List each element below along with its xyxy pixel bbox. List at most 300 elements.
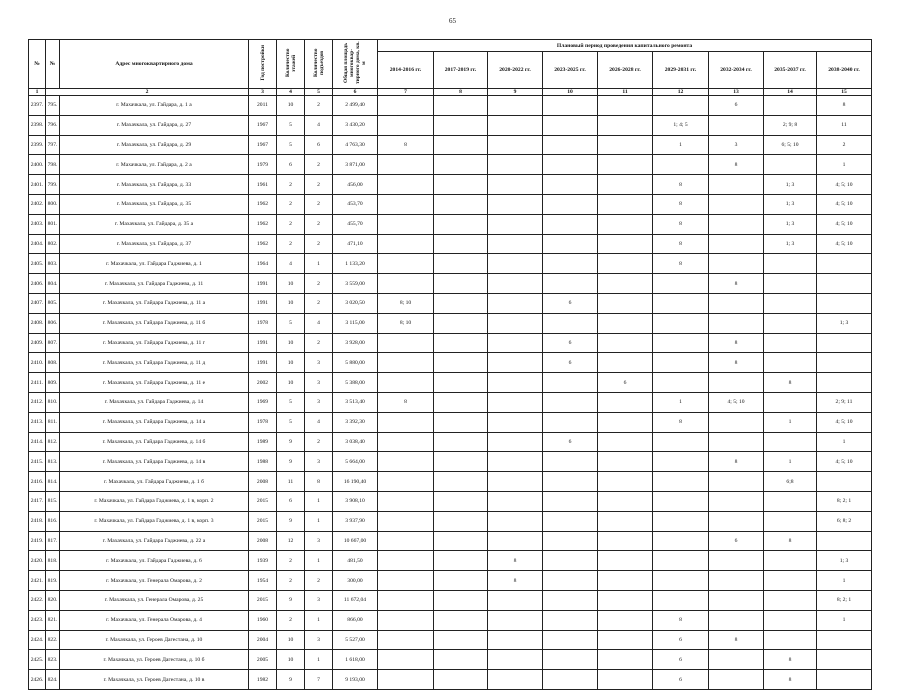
row-period-cell bbox=[543, 590, 598, 610]
row-period-cell bbox=[434, 511, 488, 531]
row-floors: 9 bbox=[277, 432, 305, 452]
row-period-cell bbox=[488, 432, 543, 452]
row-period-cell bbox=[653, 432, 709, 452]
row-period-cell: 8 bbox=[709, 630, 764, 650]
row-floors: 2 bbox=[277, 234, 305, 254]
row-year: 1954 bbox=[249, 571, 277, 591]
row-area: 9 193,00 bbox=[333, 670, 378, 690]
row-number: 2402. bbox=[29, 194, 46, 214]
row-period-cell bbox=[543, 412, 598, 432]
row-period-cell bbox=[598, 135, 653, 155]
header-period-7: 2032-2034 гг. bbox=[709, 52, 764, 89]
row-period-cell: 4; 5; 10 bbox=[817, 234, 872, 254]
row-period-cell: 1; 3 bbox=[764, 194, 817, 214]
row-area: 1 133,20 bbox=[333, 254, 378, 274]
row-period-cell: 4; 5; 10 bbox=[817, 194, 872, 214]
row-period-cell bbox=[378, 155, 434, 175]
row-area: 5 527,00 bbox=[333, 630, 378, 650]
row-period-cell bbox=[598, 432, 653, 452]
row-area: 3 020,50 bbox=[333, 293, 378, 313]
row-period-cell bbox=[434, 472, 488, 492]
row-period-cell bbox=[598, 610, 653, 630]
row-number: 2399. bbox=[29, 135, 46, 155]
row-period-cell bbox=[543, 452, 598, 472]
table-row bbox=[29, 333, 872, 353]
column-number: 10 bbox=[543, 89, 598, 96]
row-sub-number: 810. bbox=[46, 392, 60, 412]
row-period-cell: 1; 3 bbox=[764, 175, 817, 195]
row-sub-number: 803. bbox=[46, 254, 60, 274]
row-period-cell bbox=[817, 274, 872, 294]
table-row bbox=[29, 313, 872, 333]
row-period-cell bbox=[488, 392, 543, 412]
row-period-cell bbox=[378, 571, 434, 591]
row-number: 2404. bbox=[29, 234, 46, 254]
row-period-cell: 6 bbox=[543, 293, 598, 313]
row-period-cell: 8 bbox=[653, 175, 709, 195]
header-period-title: Плановый период проведения капитального ремонта bbox=[378, 40, 872, 52]
row-entrances: 2 bbox=[305, 175, 333, 195]
row-sub-number: 812. bbox=[46, 432, 60, 452]
row-number: 2415. bbox=[29, 452, 46, 472]
row-address: г. Махачкала, ул. Гайдара Гаджиева, д. 1 bbox=[60, 254, 249, 274]
row-period-cell bbox=[543, 670, 598, 690]
row-number: 2408. bbox=[29, 313, 46, 333]
row-floors: 2 bbox=[277, 610, 305, 630]
row-sub-number: 798. bbox=[46, 155, 60, 175]
row-period-cell bbox=[488, 452, 543, 472]
row-period-cell bbox=[709, 293, 764, 313]
row-entrances: 4 bbox=[305, 412, 333, 432]
row-period-cell bbox=[378, 531, 434, 551]
row-year: 2008 bbox=[249, 472, 277, 492]
row-floors: 4 bbox=[277, 254, 305, 274]
row-sub-number: 802. bbox=[46, 234, 60, 254]
row-period-cell bbox=[709, 432, 764, 452]
row-area: 3 928,00 bbox=[333, 333, 378, 353]
row-period-cell bbox=[543, 274, 598, 294]
row-area: 3 937,90 bbox=[333, 511, 378, 531]
row-period-cell bbox=[598, 590, 653, 610]
row-period-cell bbox=[434, 531, 488, 551]
row-period-cell: 4; 5; 10 bbox=[817, 452, 872, 472]
row-period-cell bbox=[598, 392, 653, 412]
row-period-cell: 3 bbox=[709, 135, 764, 155]
row-area: 3 559,00 bbox=[333, 274, 378, 294]
table-row bbox=[29, 511, 872, 531]
row-year: 1960 bbox=[249, 610, 277, 630]
row-sub-number: 797. bbox=[46, 135, 60, 155]
row-period-cell: 2; 9; 8 bbox=[764, 115, 817, 135]
row-period-cell: 6 bbox=[709, 96, 764, 116]
row-period-cell bbox=[764, 293, 817, 313]
row-period-cell bbox=[378, 472, 434, 492]
row-period-cell bbox=[543, 175, 598, 195]
row-period-cell: 6; 5; 10 bbox=[764, 135, 817, 155]
row-number: 2426. bbox=[29, 670, 46, 690]
row-address: г. Махачкала, ул. Генерала Омарова, д. 2 bbox=[60, 571, 249, 591]
row-period-cell: 1; 4; 5 bbox=[653, 115, 709, 135]
row-sub-number: 799. bbox=[46, 175, 60, 195]
row-sub-number: 807. bbox=[46, 333, 60, 353]
row-period-cell bbox=[543, 115, 598, 135]
row-year: 1991 bbox=[249, 274, 277, 294]
row-period-cell bbox=[598, 531, 653, 551]
row-entrances: 2 bbox=[305, 194, 333, 214]
row-period-cell bbox=[709, 472, 764, 492]
row-floors: 10 bbox=[277, 274, 305, 294]
row-address: г. Махачкала, ул. Гайдара Гаджиева, д. 11 bbox=[60, 274, 249, 294]
row-period-cell bbox=[378, 254, 434, 274]
table-row bbox=[29, 175, 872, 195]
header-period-5: 2026-2028 гг. bbox=[598, 52, 653, 89]
row-area: 4 763,30 bbox=[333, 135, 378, 155]
row-year: 1962 bbox=[249, 194, 277, 214]
row-number: 2410. bbox=[29, 353, 46, 373]
row-period-cell bbox=[653, 274, 709, 294]
table-row bbox=[29, 412, 872, 432]
row-period-cell bbox=[709, 254, 764, 274]
row-period-cell bbox=[653, 531, 709, 551]
row-period-cell bbox=[434, 571, 488, 591]
row-sub-number: 818. bbox=[46, 551, 60, 571]
row-floors: 5 bbox=[277, 115, 305, 135]
row-period-cell bbox=[598, 511, 653, 531]
row-period-cell bbox=[434, 333, 488, 353]
row-period-cell bbox=[488, 274, 543, 294]
row-period-cell bbox=[764, 96, 817, 116]
row-period-cell bbox=[434, 590, 488, 610]
table-row bbox=[29, 531, 872, 551]
row-year: 2004 bbox=[249, 630, 277, 650]
row-period-cell bbox=[764, 610, 817, 630]
row-area: 11 672,04 bbox=[333, 590, 378, 610]
row-floors: 2 bbox=[277, 571, 305, 591]
row-period-cell: 8 bbox=[709, 333, 764, 353]
row-period-cell: 1 bbox=[653, 392, 709, 412]
row-sub-number: 800. bbox=[46, 194, 60, 214]
row-period-cell bbox=[598, 452, 653, 472]
row-address: г. Махачкала, ул. Героев Дагестана, д. 10 в bbox=[60, 670, 249, 690]
row-period-cell bbox=[764, 571, 817, 591]
row-period-cell bbox=[598, 194, 653, 214]
row-address: г. Махачкала, ул. Гайдара, д. 35 а bbox=[60, 214, 249, 234]
row-period-cell bbox=[598, 115, 653, 135]
row-period-cell bbox=[598, 293, 653, 313]
row-address: г. Махачкала, ул. Гайдара, д. 27 bbox=[60, 115, 249, 135]
row-number: 2409. bbox=[29, 333, 46, 353]
row-number: 2421. bbox=[29, 571, 46, 591]
row-period-cell bbox=[709, 491, 764, 511]
column-number: 9 bbox=[488, 89, 543, 96]
row-period-cell: 1; 3 bbox=[817, 313, 872, 333]
row-period-cell bbox=[378, 373, 434, 393]
row-year: 1979 bbox=[249, 155, 277, 175]
row-period-cell bbox=[488, 531, 543, 551]
row-period-cell: 1; 3 bbox=[817, 551, 872, 571]
row-period-cell bbox=[488, 650, 543, 670]
row-period-cell: 8 bbox=[817, 96, 872, 116]
row-period-cell bbox=[488, 491, 543, 511]
row-period-cell bbox=[709, 610, 764, 630]
row-number: 2420. bbox=[29, 551, 46, 571]
row-period-cell bbox=[434, 214, 488, 234]
row-floors: 2 bbox=[277, 175, 305, 195]
row-year: 1991 bbox=[249, 333, 277, 353]
row-entrances: 2 bbox=[305, 333, 333, 353]
row-number: 2403. bbox=[29, 214, 46, 234]
row-period-cell bbox=[543, 214, 598, 234]
row-period-cell bbox=[817, 293, 872, 313]
row-period-cell bbox=[598, 412, 653, 432]
header-entrances-label: Количество подъездов bbox=[312, 48, 325, 78]
row-entrances: 3 bbox=[305, 590, 333, 610]
row-entrances: 2 bbox=[305, 571, 333, 591]
row-period-cell bbox=[598, 333, 653, 353]
row-period-cell: 6 bbox=[653, 670, 709, 690]
row-number: 2406. bbox=[29, 274, 46, 294]
row-period-cell bbox=[543, 472, 598, 492]
row-entrances: 3 bbox=[305, 630, 333, 650]
row-period-cell bbox=[434, 96, 488, 116]
row-period-cell bbox=[653, 571, 709, 591]
row-period-cell bbox=[817, 353, 872, 373]
row-entrances: 3 bbox=[305, 531, 333, 551]
row-period-cell bbox=[434, 115, 488, 135]
row-period-cell bbox=[598, 551, 653, 571]
table-row bbox=[29, 194, 872, 214]
row-period-cell bbox=[434, 373, 488, 393]
row-period-cell: 8 bbox=[709, 155, 764, 175]
row-number: 2418. bbox=[29, 511, 46, 531]
row-year: 1988 bbox=[249, 452, 277, 472]
row-number: 2414. bbox=[29, 432, 46, 452]
row-sub-number: 804. bbox=[46, 274, 60, 294]
row-floors: 2 bbox=[277, 551, 305, 571]
row-address: г. Махачкала, ул. Гайдара, д. 37 bbox=[60, 234, 249, 254]
row-period-cell: 6 bbox=[709, 531, 764, 551]
row-entrances: 3 bbox=[305, 373, 333, 393]
row-floors: 9 bbox=[277, 511, 305, 531]
row-period-cell: 6 bbox=[653, 650, 709, 670]
row-period-cell bbox=[378, 96, 434, 116]
row-period-cell bbox=[709, 650, 764, 670]
row-period-cell: 1; 3 bbox=[764, 234, 817, 254]
row-entrances: 3 bbox=[305, 392, 333, 412]
table-row bbox=[29, 96, 872, 116]
row-period-cell bbox=[378, 452, 434, 472]
column-number: 5 bbox=[305, 89, 333, 96]
row-year: 2015 bbox=[249, 590, 277, 610]
row-sub-number: 808. bbox=[46, 353, 60, 373]
row-floors: 9 bbox=[277, 452, 305, 472]
row-address: г. Махачкала, ул. Генерала Омарова, д. 4 bbox=[60, 610, 249, 630]
row-period-cell bbox=[543, 392, 598, 412]
row-period-cell bbox=[434, 610, 488, 630]
header-area-label: Общая площадь многоквар-тирного дома, кв. м bbox=[343, 41, 367, 85]
header-period-3: 2020-2022 гг. bbox=[488, 52, 543, 89]
row-number: 2424. bbox=[29, 630, 46, 650]
table-row bbox=[29, 491, 872, 511]
row-sub-number: 820. bbox=[46, 590, 60, 610]
row-period-cell: 4; 5; 10 bbox=[817, 175, 872, 195]
row-period-cell: 6;8 bbox=[764, 472, 817, 492]
row-floors: 5 bbox=[277, 392, 305, 412]
row-period-cell: 8; 10 bbox=[378, 313, 434, 333]
table-row bbox=[29, 115, 872, 135]
column-number: 8 bbox=[434, 89, 488, 96]
row-period-cell bbox=[434, 293, 488, 313]
row-area: 3 038,40 bbox=[333, 432, 378, 452]
row-period-cell: 1 bbox=[817, 432, 872, 452]
header-period-9: 2038-2040 гг. bbox=[817, 52, 872, 89]
row-period-cell bbox=[434, 412, 488, 432]
row-period-cell bbox=[434, 650, 488, 670]
row-period-cell bbox=[598, 234, 653, 254]
row-floors: 10 bbox=[277, 333, 305, 353]
row-entrances: 1 bbox=[305, 511, 333, 531]
row-period-cell bbox=[488, 96, 543, 116]
row-period-cell bbox=[434, 254, 488, 274]
row-period-cell bbox=[653, 551, 709, 571]
row-address: г. Махачкала, ул. Гайдара, д. 1 а bbox=[60, 96, 249, 116]
row-year: 2015 bbox=[249, 491, 277, 511]
row-period-cell: 1; 3 bbox=[764, 214, 817, 234]
row-year: 1962 bbox=[249, 214, 277, 234]
column-number: 3 bbox=[249, 89, 277, 96]
row-period-cell bbox=[488, 155, 543, 175]
row-floors: 12 bbox=[277, 531, 305, 551]
row-period-cell bbox=[764, 491, 817, 511]
row-sub-number: 801. bbox=[46, 214, 60, 234]
row-period-cell bbox=[709, 115, 764, 135]
row-period-cell: 6 bbox=[543, 353, 598, 373]
row-period-cell bbox=[653, 472, 709, 492]
row-period-cell bbox=[709, 373, 764, 393]
row-entrances: 2 bbox=[305, 234, 333, 254]
column-number: 7 bbox=[378, 89, 434, 96]
row-period-cell bbox=[709, 670, 764, 690]
header-year bbox=[249, 40, 277, 89]
row-period-cell bbox=[378, 551, 434, 571]
table-row bbox=[29, 135, 872, 155]
row-period-cell: 1 bbox=[764, 452, 817, 472]
row-area: 10 667,00 bbox=[333, 531, 378, 551]
row-period-cell: 4; 5; 10 bbox=[817, 214, 872, 234]
row-period-cell: 8 bbox=[378, 392, 434, 412]
row-sub-number: 824. bbox=[46, 670, 60, 690]
row-period-cell: 11 bbox=[817, 115, 872, 135]
row-entrances: 3 bbox=[305, 353, 333, 373]
row-area: 5 880,00 bbox=[333, 353, 378, 373]
row-entrances: 1 bbox=[305, 551, 333, 571]
row-floors: 10 bbox=[277, 650, 305, 670]
row-period-cell bbox=[543, 254, 598, 274]
row-address: г. Махачкала, ул. Гайдара Гаджиева, д. 11 а bbox=[60, 293, 249, 313]
row-period-cell: 1 bbox=[817, 571, 872, 591]
row-area: 455,70 bbox=[333, 214, 378, 234]
row-period-cell: 8 bbox=[764, 373, 817, 393]
row-number: 2425. bbox=[29, 650, 46, 670]
row-period-cell bbox=[598, 254, 653, 274]
row-address: г. Махачкала, ул. Гайдара, д. 2 а bbox=[60, 155, 249, 175]
table-row bbox=[29, 452, 872, 472]
header-entrances bbox=[305, 40, 333, 89]
row-period-cell bbox=[709, 412, 764, 432]
row-period-cell bbox=[764, 254, 817, 274]
row-period-cell bbox=[488, 214, 543, 234]
row-sub-number: 817. bbox=[46, 531, 60, 551]
column-number: 13 bbox=[709, 89, 764, 96]
table-row bbox=[29, 293, 872, 313]
row-period-cell bbox=[709, 194, 764, 214]
row-number: 2411. bbox=[29, 373, 46, 393]
row-period-cell bbox=[488, 254, 543, 274]
row-period-cell bbox=[543, 531, 598, 551]
row-period-cell bbox=[598, 155, 653, 175]
header-no: № bbox=[29, 40, 46, 89]
row-floors: 10 bbox=[277, 373, 305, 393]
row-address: г. Махачкала, ул. Гайдара Гаджиева, д. 14 bbox=[60, 392, 249, 412]
row-period-cell bbox=[434, 452, 488, 472]
row-period-cell: 6 bbox=[543, 432, 598, 452]
row-period-cell bbox=[543, 551, 598, 571]
row-area: 453,70 bbox=[333, 194, 378, 214]
row-address: г. Махачкала, ул. Гайдара Гаджиева, д. 11 д bbox=[60, 353, 249, 373]
row-number: 2405. bbox=[29, 254, 46, 274]
row-period-cell bbox=[653, 511, 709, 531]
row-period-cell bbox=[709, 313, 764, 333]
row-period-cell bbox=[378, 511, 434, 531]
row-period-cell bbox=[434, 175, 488, 195]
row-sub-number: 795. bbox=[46, 96, 60, 116]
row-period-cell bbox=[764, 590, 817, 610]
row-period-cell bbox=[488, 333, 543, 353]
row-period-cell bbox=[378, 234, 434, 254]
row-period-cell: 8; 2; 1 bbox=[817, 590, 872, 610]
table-row bbox=[29, 373, 872, 393]
row-period-cell: 2 bbox=[817, 135, 872, 155]
header-floors bbox=[277, 40, 305, 89]
row-period-cell bbox=[488, 373, 543, 393]
row-period-cell bbox=[598, 214, 653, 234]
row-year: 1991 bbox=[249, 293, 277, 313]
header-no-2: № bbox=[46, 40, 60, 89]
header-area bbox=[333, 40, 378, 89]
row-period-cell: 8 bbox=[764, 531, 817, 551]
column-number: 6 bbox=[333, 89, 378, 96]
row-year: 1969 bbox=[249, 392, 277, 412]
row-period-cell bbox=[598, 175, 653, 195]
row-period-cell bbox=[543, 96, 598, 116]
header-year-label: Год постройки bbox=[259, 45, 266, 81]
row-entrances: 3 bbox=[305, 452, 333, 472]
row-area: 3 513,40 bbox=[333, 392, 378, 412]
row-period-cell bbox=[434, 135, 488, 155]
row-period-cell bbox=[543, 610, 598, 630]
row-entrances: 1 bbox=[305, 491, 333, 511]
row-floors: 5 bbox=[277, 135, 305, 155]
row-period-cell: 8 bbox=[709, 452, 764, 472]
row-address: г. Махачкала, ул. Генерала Омарова, д. 25 bbox=[60, 590, 249, 610]
row-year: 2015 bbox=[249, 511, 277, 531]
row-area: 3 908,10 bbox=[333, 491, 378, 511]
row-period-cell: 8 bbox=[653, 194, 709, 214]
row-address: г. Махачкала, ул. Гайдара, д. 29 bbox=[60, 135, 249, 155]
table-row bbox=[29, 432, 872, 452]
row-address: г. Махачкала, ул. Гайдара Гаджиева, д. 22 а bbox=[60, 531, 249, 551]
capital-repair-table bbox=[28, 39, 872, 690]
